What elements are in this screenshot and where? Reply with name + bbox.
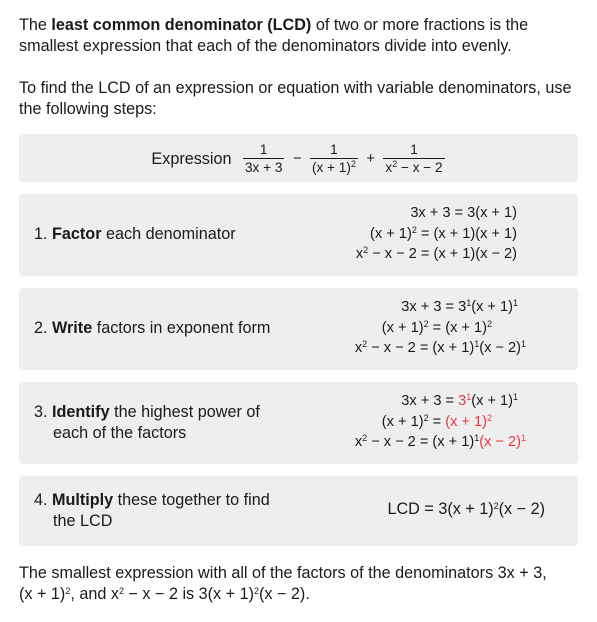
den-base: x <box>385 160 393 175</box>
highlighted-factor <box>479 434 526 450</box>
fraction-1-denominator: 3x + 3 <box>245 160 283 175</box>
step-text: factors in exponent form <box>92 319 271 337</box>
exponent: 1 <box>474 433 480 443</box>
exponent: 2 <box>493 501 499 511</box>
equation-text: − x − 2 = (x + 1) <box>367 340 475 356</box>
equation-text: 3x + 3 = 3 <box>401 299 467 315</box>
exponent: 2 <box>118 586 124 596</box>
step-2-panel <box>19 288 578 370</box>
step-2-equations <box>355 297 526 359</box>
conclusion-paragraph <box>19 563 584 605</box>
intro-text: The <box>19 16 52 34</box>
equation <box>355 338 526 359</box>
step-text: these together to find <box>113 491 270 509</box>
equation-text: (x + 1) <box>381 319 424 336</box>
equation-text: (x + 1) <box>471 393 513 409</box>
equation-text: = <box>428 413 446 430</box>
intro-text-rest: of two or more fractions is the smallest expression that each of the denominators divide into evenly. <box>19 16 529 55</box>
result-text: (x − 2) <box>498 500 545 518</box>
lcd-result <box>387 500 545 519</box>
equation-text: x <box>355 246 364 262</box>
minus-operator: − <box>292 151 302 167</box>
step-text: the highest power of <box>109 403 260 421</box>
step-3-equations <box>355 391 526 453</box>
equation <box>356 244 517 265</box>
step-3-label <box>34 402 260 444</box>
fraction-2 <box>310 142 358 176</box>
highlighted-factor <box>445 414 492 430</box>
step-keyword: Identify <box>52 403 110 421</box>
equation <box>355 318 526 339</box>
equation-text: (x + 1) <box>381 413 424 430</box>
step-number: 4. <box>34 491 48 509</box>
exponent: 2 <box>253 586 259 596</box>
exponent: 2 <box>65 586 71 596</box>
equation-text: (x + 1) <box>370 225 412 242</box>
equation-text: (x − 2) <box>479 340 521 356</box>
step-1-panel <box>19 194 578 276</box>
factor-text: 3 <box>458 393 467 409</box>
expression <box>19 142 578 176</box>
equation <box>355 391 526 412</box>
step-text-line-2: the LCD <box>53 512 113 530</box>
step-1-label <box>34 224 236 245</box>
highlighted-factor <box>458 393 471 409</box>
den-exponent: 2 <box>392 159 398 169</box>
step-text-line-2: each of the factors <box>53 424 187 442</box>
result-text: LCD = 3(x + 1) <box>387 500 494 518</box>
equation <box>355 432 526 453</box>
exponent: 1 <box>520 433 526 443</box>
exponent: 2 <box>423 412 429 423</box>
step-4-label <box>34 490 270 532</box>
conclusion-text: (x − 2). <box>259 585 310 603</box>
step-keyword: Multiply <box>52 491 114 509</box>
step-1-equations <box>356 203 517 265</box>
equation-text: 3x + 3 = <box>401 393 459 409</box>
exponent: 2 <box>411 224 417 235</box>
exponent: 1 <box>474 339 480 349</box>
factor-text: (x − 2) <box>479 434 521 450</box>
fraction-1 <box>243 142 284 176</box>
fraction-3-numerator: 1 <box>410 142 418 157</box>
step-3-panel <box>19 382 578 464</box>
exponent: 2 <box>363 245 369 255</box>
step-number: 3. <box>34 403 48 421</box>
exponent: 1 <box>512 392 518 402</box>
step-number: 2. <box>34 319 48 337</box>
fraction-2-denominator <box>310 158 358 176</box>
equation-text: x <box>354 434 363 450</box>
exponent: 2 <box>486 318 492 329</box>
exponent: 2 <box>362 339 368 349</box>
factor-text: (x + 1) <box>445 413 487 430</box>
fraction-3-denominator <box>383 158 444 176</box>
expression-panel <box>19 134 578 182</box>
exponent: 1 <box>520 339 526 349</box>
equation-text: 3x + 3 = 3(x + 1) <box>410 205 517 221</box>
step-number: 1. <box>34 225 48 243</box>
step-2-label <box>34 318 270 339</box>
exponent: 2 <box>362 433 368 443</box>
step-keyword: Write <box>52 319 93 337</box>
expression-label: Expression <box>151 149 232 168</box>
exponent: 1 <box>512 298 518 308</box>
exponent: 1 <box>466 392 472 402</box>
lcd-term: least common denominator (LCD) <box>51 16 312 34</box>
equation-text: (x + 1) <box>471 299 513 315</box>
conclusion-text: , and x <box>70 585 119 603</box>
equation-text: x <box>354 340 363 356</box>
intro-paragraph <box>19 15 584 57</box>
equation-text: − x − 2 = (x + 1) <box>367 434 475 450</box>
exponent: 1 <box>466 298 472 308</box>
plus-operator: + <box>366 151 375 167</box>
equation-text: − x − 2 = (x + 1)(x − 2) <box>368 246 517 262</box>
exponent: 2 <box>423 318 429 329</box>
conclusion-text: − x − 2 is 3(x + 1) <box>123 585 254 603</box>
den-exponent: 2 <box>350 159 356 169</box>
fraction-2-numerator: 1 <box>330 142 338 157</box>
step-text: each denominator <box>101 225 236 243</box>
equation <box>356 203 517 224</box>
conclusion-text: The smallest expression with all of the factors of the denominators 3x + 3, <box>19 564 547 582</box>
den-rest: − x − 2 <box>397 160 443 175</box>
fraction-3 <box>383 142 444 176</box>
equation <box>355 412 526 433</box>
exponent: 2 <box>486 412 492 423</box>
equation-text: = (x + 1) <box>428 319 487 336</box>
equation <box>355 297 526 318</box>
equation <box>356 224 517 245</box>
step-4-panel <box>19 476 578 546</box>
instructions-paragraph: To find the LCD of an expression or equation with variable denominators, use the following steps: <box>19 79 572 118</box>
fraction-1-numerator: 1 <box>259 142 268 157</box>
conclusion-text: (x + 1) <box>19 585 66 603</box>
equation-text: = (x + 1)(x + 1) <box>416 225 517 242</box>
den-base: (x + 1) <box>311 160 351 175</box>
step-keyword: Factor <box>52 225 102 243</box>
